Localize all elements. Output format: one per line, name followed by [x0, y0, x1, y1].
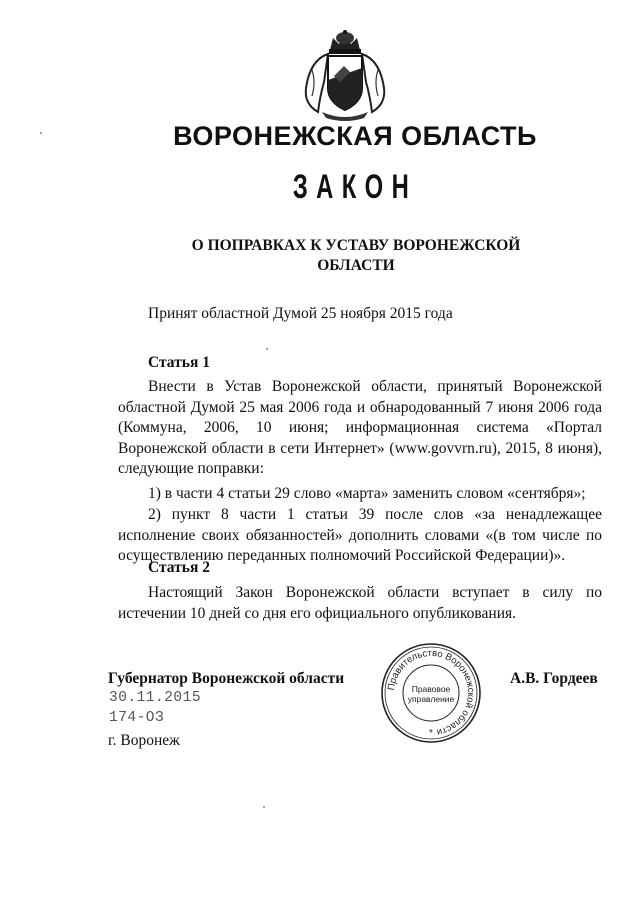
seal-center-line1: Правовое — [411, 684, 451, 694]
region-title: ВОРОНЕЖСКАЯ ОБЛАСТЬ — [173, 121, 537, 151]
governor-name: А.В. Гордеев — [510, 670, 598, 687]
article2-text: Настоящий Закон Воронежской области вступает в силу по истечении 10 дней со дня его официального опубликования. — [118, 584, 602, 622]
scan-speck — [263, 806, 265, 808]
law-subject — [150, 236, 562, 276]
seal-ring-text: Правительство Воронежской области — [386, 647, 477, 738]
signing-city: г. Воронеж — [108, 732, 180, 749]
law-subject-line1: О ПОПРАВКАХ К УСТАВУ ВОРОНЕЖСКОЙ — [191, 237, 521, 254]
coat-of-arms-emblem — [300, 30, 390, 122]
law-title: ЗАКОН — [292, 168, 418, 206]
article2-heading: Статья 2 — [148, 559, 210, 576]
adoption-note: Принят областной Думой 25 ноября 2015 года — [148, 305, 453, 322]
seal-star: * — [429, 728, 433, 739]
article1-intro: Внести в Устав Воронежской области, принятый Воронежской областной Думой 25 мая 2006 года и обнародованный 7 июня 2006 года (Коммуна, 2006, 10 июня; информационная система «Портал Воронежской области в сети Интернет» (www.govvrn.ru), 2015, 8 июня), следующие поправки: — [118, 378, 602, 477]
law-subject-line2: ОБЛАСТИ — [317, 257, 395, 274]
article1-item1: 1) в части 4 статьи 29 слово «марта» заменить словом «сентября»; — [148, 485, 586, 502]
official-seal-stamp — [380, 642, 482, 744]
governor-title: Губернатор Воронежской области — [108, 670, 345, 687]
seal-center-line2: управление — [407, 694, 455, 704]
scan-speck — [266, 348, 268, 350]
article1-heading: Статья 1 — [148, 354, 210, 371]
law-number: 174-ОЗ — [109, 710, 165, 726]
signing-date: 30.11.2015 — [109, 690, 202, 706]
scan-speck — [40, 132, 42, 134]
article1-item2: 2) пункт 8 части 1 статьи 39 после слов «за ненадлежащее исполнение своих обязанностей» дополнить словами «(в том числе по осуществлению переданных полномочий Российской Федерации)». — [118, 506, 602, 564]
